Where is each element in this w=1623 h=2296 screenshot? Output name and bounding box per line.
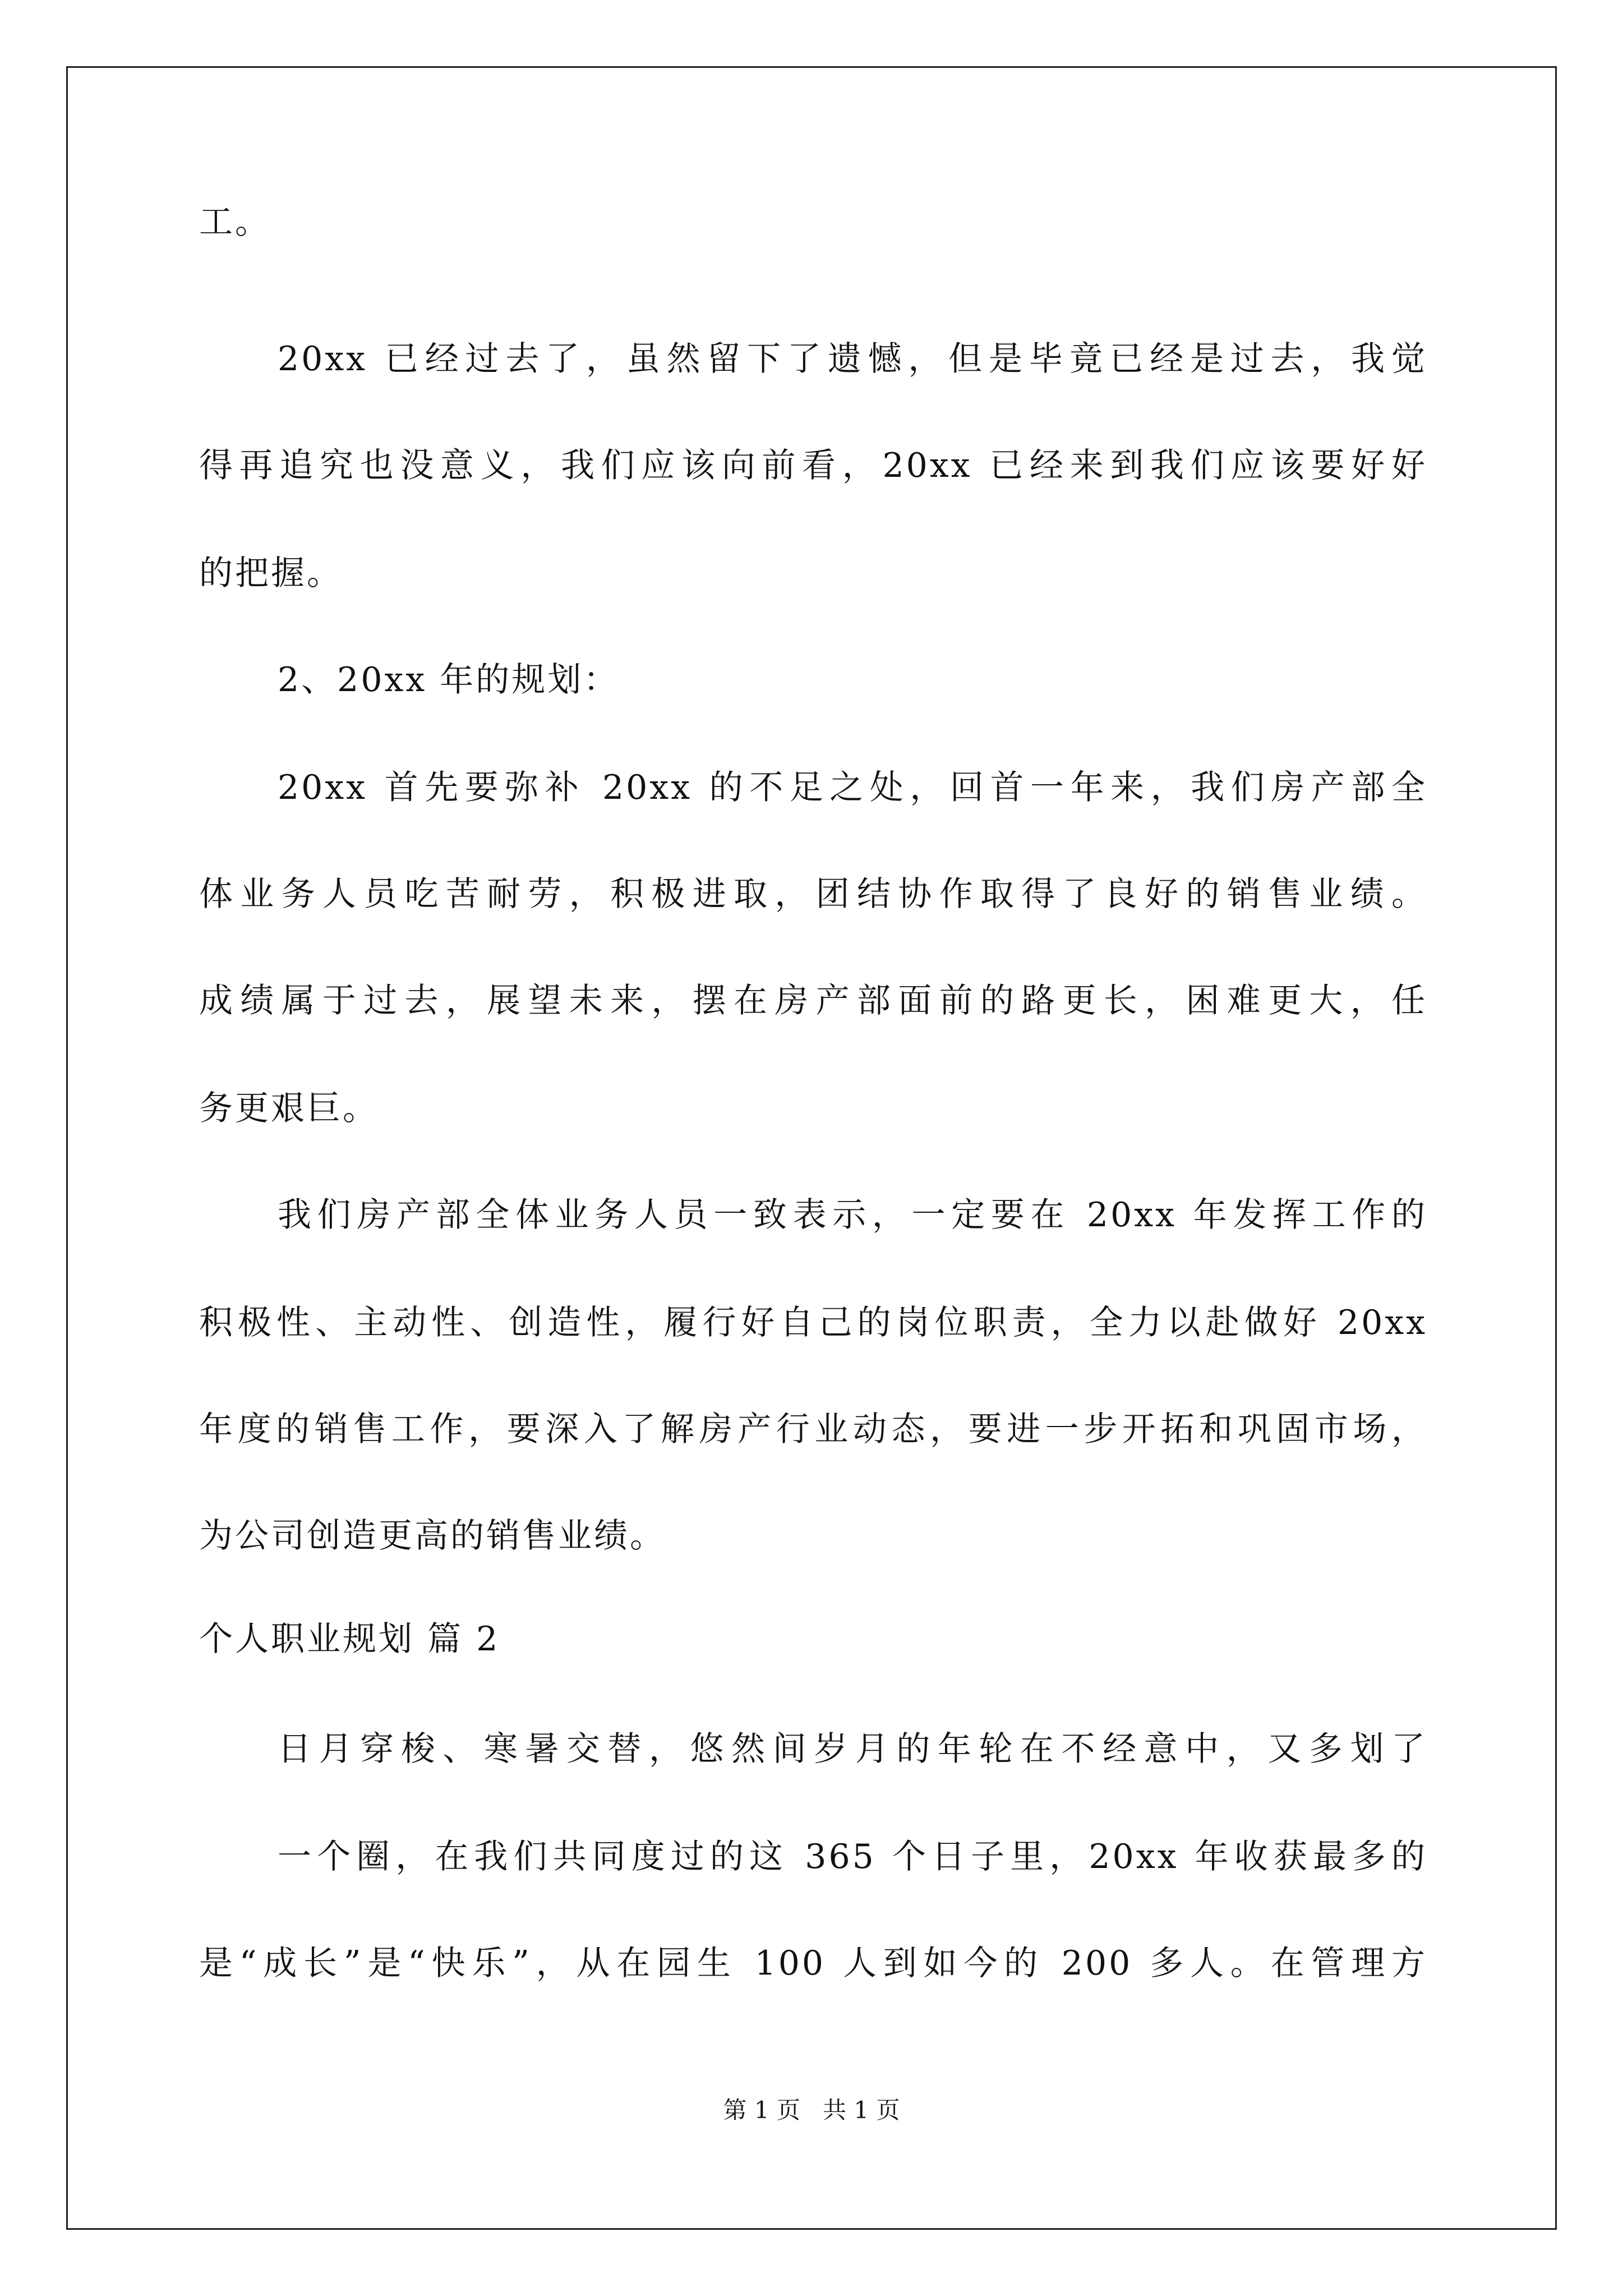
text-line-8: 成绩属于过去，展望未来，摆在房产部面前的路更长，困难更大，任	[199, 981, 1427, 1020]
text-line-11: 积极性、主动性、创造性，履行好自己的岗位职责，全力以赴做好 20xx	[199, 1303, 1427, 1342]
text-line-3: 得再追究也没意义，我们应该向前看，20xx 已经来到我们应该要好好	[199, 446, 1427, 485]
text-line-15: 日月穿梭、寒暑交替，悠然间岁月的年轮在不经意中，又多划了	[278, 1729, 1427, 1769]
text-line-7: 体业务人员吃苦耐劳，积极进取，团结协作取得了良好的销售业绩。	[199, 875, 1427, 914]
text-line-2: 20xx 已经过去了，虽然留下了遗憾，但是毕竟已经是过去，我觉	[278, 339, 1427, 379]
page-footer: 第 1 页 共 1 页	[723, 2096, 900, 2124]
text-line-4: 的把握。	[199, 554, 343, 593]
text-line-10: 我们房产部全体业务人员一致表示，一定要在 20xx 年发挥工作的	[278, 1195, 1427, 1235]
text-line-1: 工。	[199, 203, 271, 242]
article-title: 个人职业规划 篇 2	[199, 1619, 500, 1659]
page-border	[66, 66, 1557, 2230]
text-line-13: 为公司创造更高的销售业绩。	[199, 1516, 666, 1556]
section-heading-2: 2、20xx 年的规划：	[278, 660, 620, 700]
text-line-6: 20xx 首先要弥补 20xx 的不足之处，回首一年来，我们房产部全	[278, 768, 1427, 807]
text-line-12: 年度的销售工作，要深入了解房产行业动态，要进一步开拓和巩固市场，	[199, 1410, 1427, 1449]
text-line-17: 是“成长”是“快乐”，从在园生 100 人到如今的 200 多人。在管理方	[199, 1944, 1427, 1983]
text-line-16: 一个圈，在我们共同度过的这 365 个日子里，20xx 年收获最多的	[278, 1837, 1427, 1876]
text-line-9: 务更艰巨。	[199, 1089, 379, 1128]
